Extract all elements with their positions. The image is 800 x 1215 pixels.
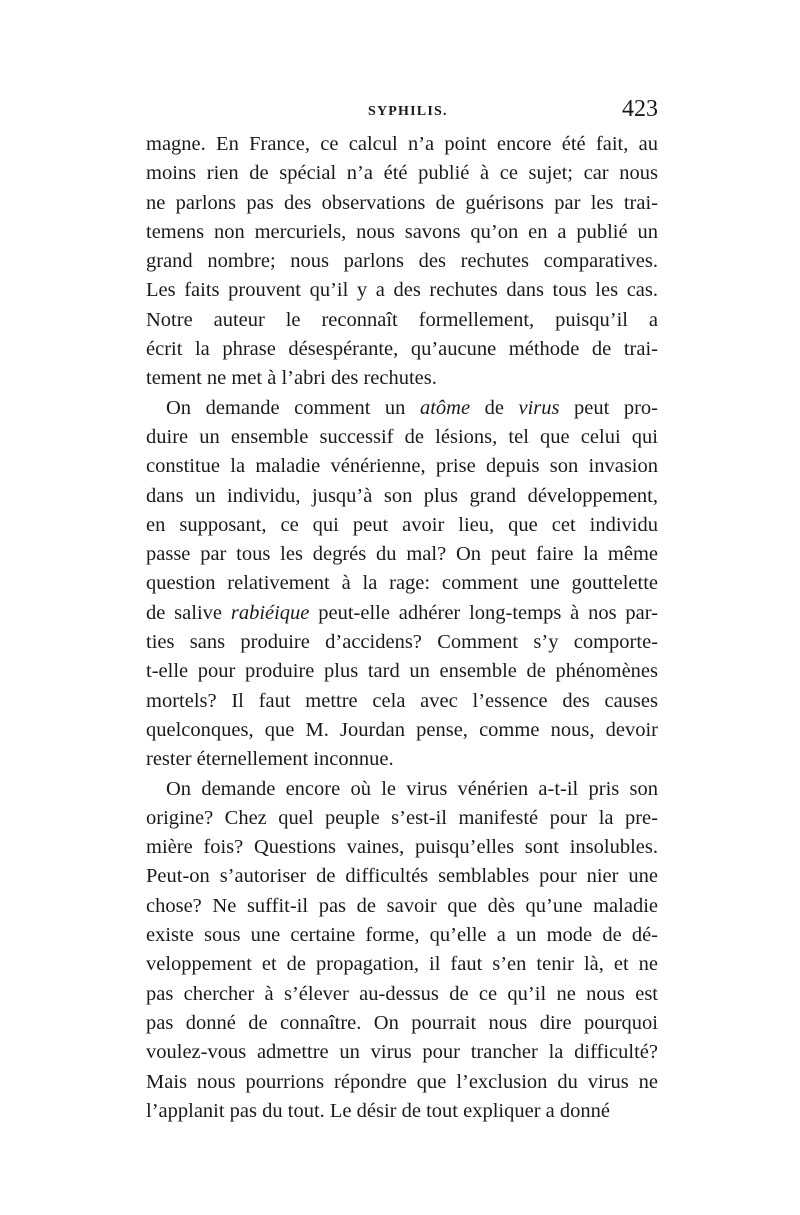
text-segment: mière fois? Questions vaines, puisqu’elles sont insolubles.	[146, 836, 658, 859]
text-segment: mortels? Il faut mettre cela avec l’essence des causes	[146, 689, 658, 712]
paragraph-3-line	[146, 980, 658, 1009]
text-segment: Peut-on s’autoriser de difficultés semblables pour nier une	[146, 865, 658, 888]
text-segment: moins rien de spécial n’a été publié à ce sujet; car nous	[146, 162, 658, 185]
text-segment: dans un individu, jusqu’à son plus grand développement,	[146, 484, 658, 507]
text-segment: voulez-vous admettre un virus pour trancher la difficulté?	[146, 1041, 658, 1064]
paragraph-2-line	[146, 452, 658, 481]
paragraph-1-line	[146, 276, 658, 305]
text-segment: en supposant, ce qui peut avoir lieu, que cet individu	[146, 513, 658, 536]
paragraph-2-line	[146, 423, 658, 452]
paragraph-3-line	[146, 1068, 658, 1097]
text-segment: rester éternellement inconnue.	[146, 748, 394, 771]
paragraph-2-line	[146, 716, 658, 745]
text-segment: quelconques, que M. Jourdan pense, comme nous, devoir	[146, 718, 658, 741]
paragraph-3-line	[146, 862, 658, 891]
page-number: 423	[622, 96, 658, 122]
paragraph-1-line	[146, 130, 658, 159]
text-segment: veloppement et de propagation, il faut s’en tenir là, et ne	[146, 953, 658, 976]
paragraph-1-line	[146, 159, 658, 188]
text-segment: On demande comment un	[166, 396, 420, 419]
paragraph-2-line	[146, 394, 658, 423]
text-segment: peut pro-	[559, 396, 658, 419]
paragraph-3-line	[146, 833, 658, 862]
paragraph-2-line	[146, 628, 658, 657]
text-segment: pas donné de connaître. On pourrait nous dire pourquoi	[146, 1011, 658, 1034]
text-segment: passe par tous les degrés du mal? On peut faire la même	[146, 543, 658, 566]
paragraph-2-line	[146, 745, 658, 774]
text-segment: peut-elle adhérer long-temps à nos par-	[309, 601, 658, 624]
text-segment: chose? Ne suffit-il pas de savoir que dès qu’une maladie	[146, 894, 658, 917]
italic-term: virus	[518, 396, 560, 419]
paragraph-2-line	[146, 657, 658, 686]
text-segment: constitue la maladie vénérienne, prise depuis son invasion	[146, 455, 658, 478]
text-segment: duire un ensemble successif de lésions, tel que celui qui	[146, 425, 658, 448]
text-segment: question relativement à la rage: comment une gouttelette	[146, 572, 658, 595]
paragraph-3-line	[146, 892, 658, 921]
italic-term: rabiéique	[230, 601, 310, 624]
paragraph-1-line	[146, 364, 658, 393]
text-segment: de	[470, 396, 519, 419]
paragraph-3-line	[146, 804, 658, 833]
paragraph-1-line	[146, 247, 658, 276]
paragraph-2-line	[146, 599, 658, 628]
text-segment: Mais nous pourrions répondre que l’exclusion du virus ne	[146, 1070, 658, 1093]
running-head	[146, 96, 658, 128]
text-segment: magne. En France, ce calcul n’a point encore été fait, au	[146, 133, 658, 155]
paragraph-2-line	[146, 540, 658, 569]
text-segment: t-elle pour produire plus tard un ensemble de phénomènes	[146, 660, 658, 683]
text-segment: ties sans produire d’accidens? Comment s’y comporte-	[146, 631, 658, 654]
paragraph-2-line	[146, 482, 658, 511]
paragraph-3-line	[146, 950, 658, 979]
text-segment: l’applanit pas du tout. Le désir de tout expliquer a donné	[146, 1099, 610, 1122]
text-segment: écrit la phrase désespérante, qu’aucune méthode de trai-	[146, 338, 658, 361]
body-text	[146, 130, 658, 1126]
text-segment: Notre auteur le reconnaît formellement, puisqu’il a	[146, 308, 658, 331]
italic-term: atôme	[419, 396, 471, 419]
text-segment: temens non mercuriels, nous savons qu’on en a publié un	[146, 220, 658, 243]
paragraph-2-line	[146, 569, 658, 598]
text-segment: On demande encore où le virus vénérien a-t-il pris son	[166, 777, 658, 800]
text-segment: grand nombre; nous parlons des rechutes comparatives.	[146, 250, 658, 273]
text-segment: tement ne met à l’abri des rechutes.	[146, 367, 437, 390]
paragraph-3-line	[146, 1038, 658, 1067]
paragraph-3-line	[146, 1009, 658, 1038]
paragraph-1-line	[146, 335, 658, 364]
paragraph-1-line	[146, 306, 658, 335]
paragraph-3-line	[146, 775, 658, 804]
paragraph-3-line	[146, 1097, 658, 1126]
text-segment: ne parlons pas des observations de guérisons par les trai-	[146, 191, 658, 214]
paragraph-3-line	[146, 921, 658, 950]
paragraph-2-line	[146, 687, 658, 716]
text-segment: existe sous une certaine forme, qu’elle a un mode de dé-	[146, 924, 658, 947]
text-segment: Les faits prouvent qu’il y a des rechutes dans tous les cas.	[146, 279, 658, 302]
text-segment: origine? Chez quel peuple s’est-il manifesté pour la pre-	[146, 806, 658, 829]
running-title: SYPHILIS.	[368, 104, 448, 119]
text-segment: pas chercher à s’élever au-dessus de ce qu’il ne nous est	[146, 982, 658, 1005]
paragraph-1-line	[146, 218, 658, 247]
paragraph-1-line	[146, 189, 658, 218]
text-segment: de salive	[146, 601, 231, 624]
paragraph-2-line	[146, 511, 658, 540]
